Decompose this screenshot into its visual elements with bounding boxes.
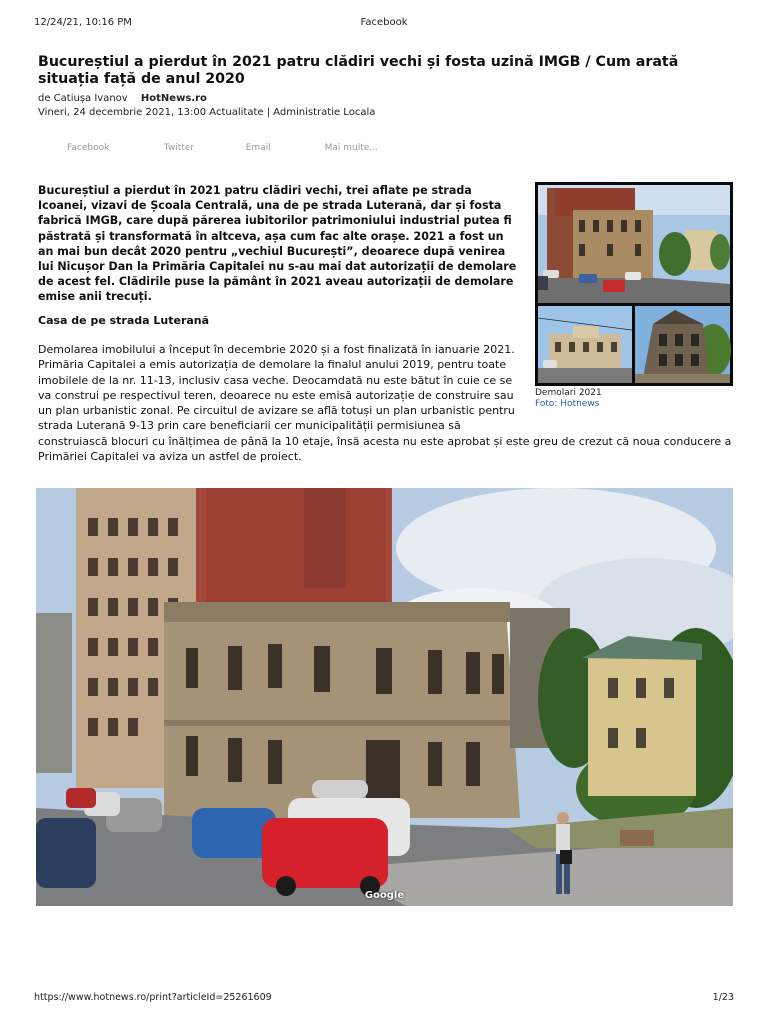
photo-gallery[interactable] bbox=[535, 182, 733, 386]
byline bbox=[38, 93, 207, 104]
street-view-photo[interactable] bbox=[36, 488, 733, 906]
print-header bbox=[34, 17, 734, 31]
gallery-collage bbox=[535, 182, 733, 386]
author-name[interactable]: de Catiușa Ivanov bbox=[38, 93, 128, 104]
print-footer bbox=[34, 992, 734, 1006]
share-facebook-link[interactable]: Facebook bbox=[67, 143, 110, 153]
gallery-photo-ruined-house bbox=[635, 306, 731, 383]
gallery-photo-street bbox=[538, 185, 730, 303]
article-title: Bucureștiul a pierdut în 2021 patru clădiri vechi și fosta uzină IMGB / Cum arată situația față de anul 2020 bbox=[38, 54, 679, 87]
print-datetime: 12/24/21, 10:16 PM bbox=[34, 17, 132, 28]
article-body-text: Demolarea imobilului a început în decembrie 2020 și a fost finalizată în ianuarie 2021. Primăria Capitalei a emis autorizația de demolare la finalul anului 2019, pentru toate imobilele de la nr. 11-13, inclusiv casa veche. Deocamdată nu este bătut în cuie ce se va construi pe respectivul teren, deoarece nu este emisă autorizație de construire sau un plan urbanistic zonal. Pe circuitul de avizare se află totuși un plan urbanistic pentru strada Luterană 9-13 prin care beneficiarii cer municipalității permisiunea să construiască blocuri cu înălțimea de până la 10 etaje, însă acesta nu este aprobat și este greu de crezut că noua conducere a Primăriei Capitalei va aviza un astfel de proiect. bbox=[38, 343, 732, 464]
pedestrian bbox=[556, 812, 572, 894]
gallery-caption-text: Demolari 2021 bbox=[535, 388, 602, 398]
gallery-photo-credit: Foto: Hotnews bbox=[535, 399, 600, 409]
print-url: https://www.hotnews.ro/print?articleId=25261609 bbox=[34, 992, 272, 1003]
section-heading: Casa de pe strada Luterană bbox=[38, 314, 210, 327]
google-watermark: Google bbox=[364, 890, 405, 901]
gallery-photo-corner-house bbox=[538, 306, 632, 383]
share-more-link[interactable]: Mai multe... bbox=[324, 143, 378, 153]
share-bar bbox=[67, 143, 378, 153]
share-email-link[interactable]: Email bbox=[245, 143, 271, 153]
share-twitter-link[interactable]: Twitter bbox=[163, 143, 195, 153]
print-site-name: Facebook bbox=[360, 17, 408, 28]
page-number: 1/23 bbox=[712, 992, 734, 1003]
article-meta: Vineri, 24 decembrie 2021, 13:00 Actualitate | Administratie Locala bbox=[38, 107, 376, 118]
street-view-image bbox=[36, 488, 733, 906]
article-lead: Bucureștiul a pierdut în 2021 patru clădiri vechi, trei aflate pe strada Icoanei, vizavi de Școala Centrală, una de pe strada Luterană, dar și fosta fabrică IMGB, care după părerea iubitorilor patrimoniului industrial putea fi păstrată și transformată în altceva, așa cum fac alte orașe. 2021 a fost un an mai bun decât 2020 pentru „vechiul București”, deoarece după venirea lui Nicușor Dan la Primăria Capitalei nu s-au mai dat autorizații de demolare de acest fel. Clădirile puse la pământ în 2021 aveau autorizații de demolare emise anii trecuți. bbox=[38, 184, 517, 304]
gallery-caption bbox=[535, 388, 602, 410]
publication-name[interactable]: HotNews.ro bbox=[140, 93, 207, 104]
